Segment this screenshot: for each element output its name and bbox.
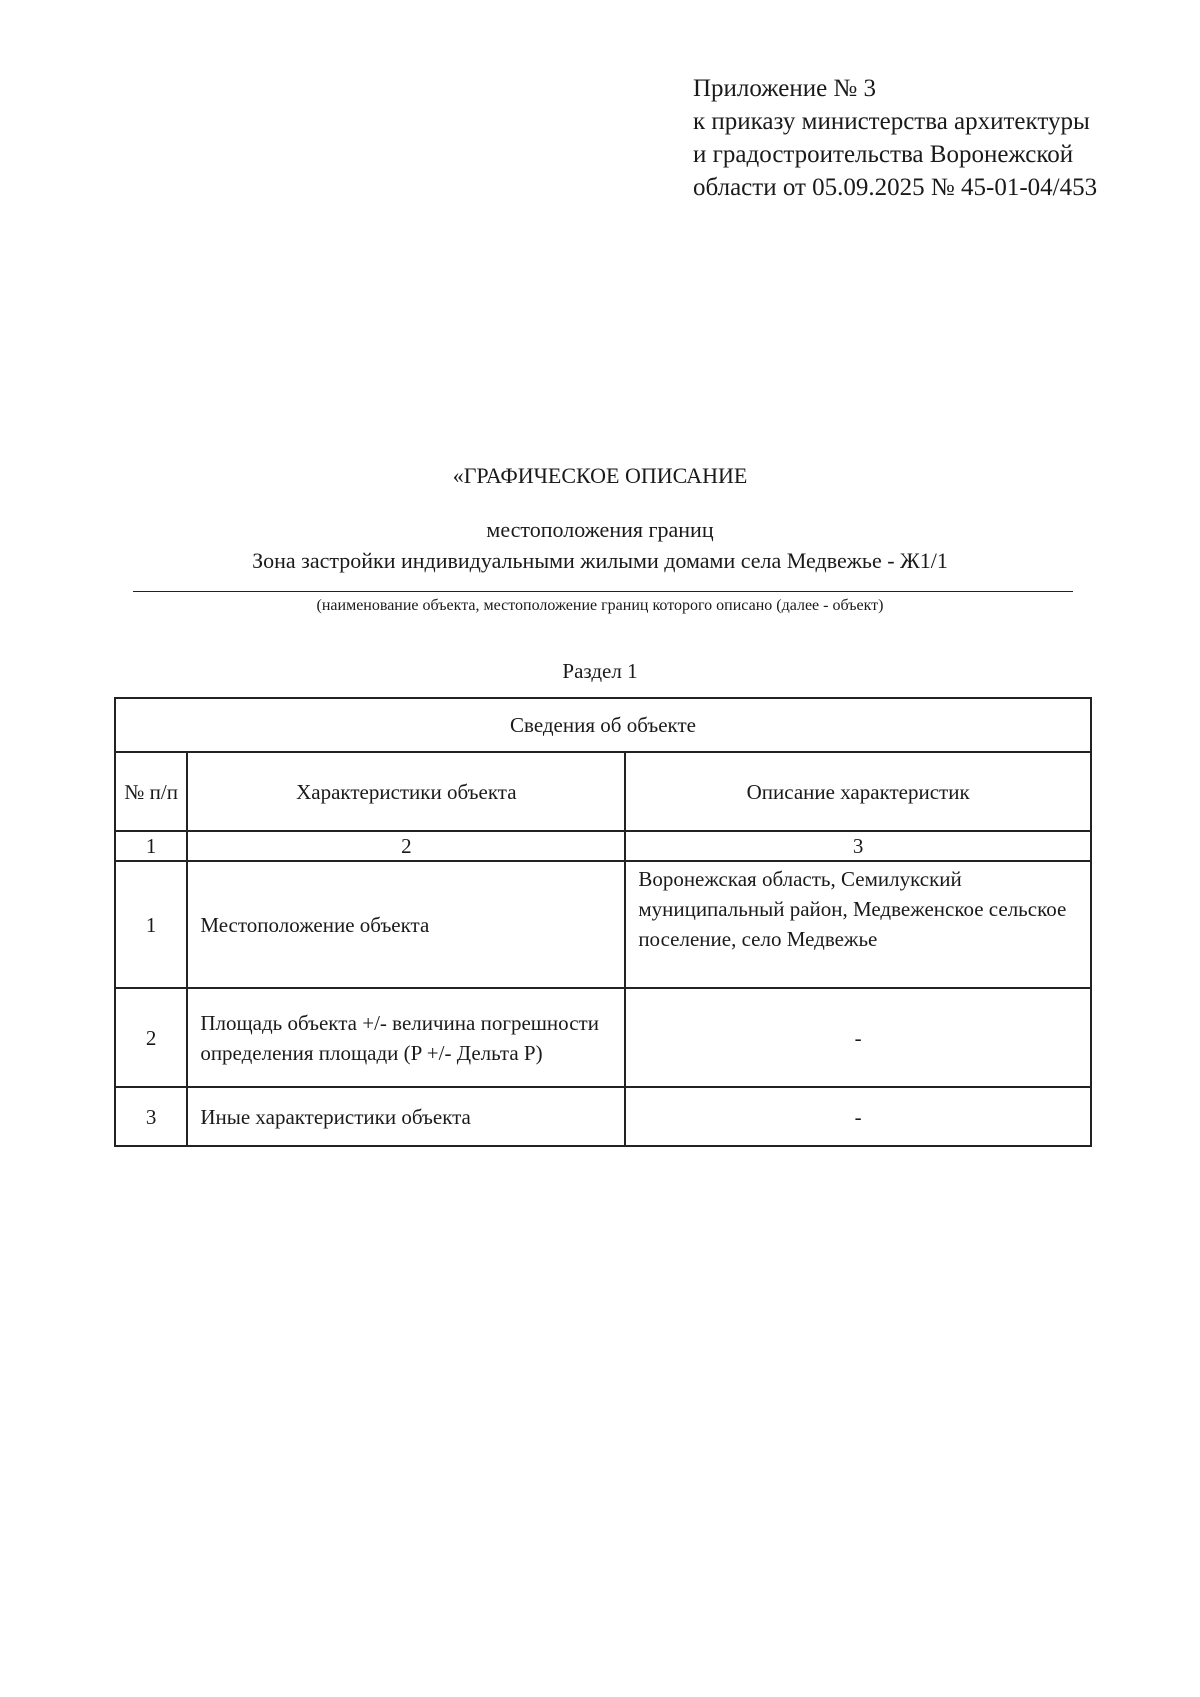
table-column-headers <box>115 752 1091 831</box>
table-row <box>115 988 1091 1087</box>
table-row <box>115 1087 1091 1146</box>
row-description: - <box>625 1087 1091 1146</box>
row-number: 2 <box>115 988 187 1087</box>
row-number: 3 <box>115 1087 187 1146</box>
column-index-3: 3 <box>625 831 1091 861</box>
appendix-line-3: и градостроительства Воронежской <box>693 141 1074 168</box>
section-label: Раздел 1 <box>562 659 638 683</box>
table-header-row <box>115 698 1091 752</box>
column-header-number: № п/п <box>115 752 187 831</box>
row-characteristic: Иные характеристики объекта <box>187 1087 625 1146</box>
appendix-line-2: к приказу министерства архитектуры <box>693 108 1090 135</box>
column-index-1: 1 <box>115 831 187 861</box>
object-name-caption: (наименование объекта, местоположение границ которого описано (далее - объект) <box>316 597 884 614</box>
row-number: 1 <box>115 861 187 988</box>
row-description: - <box>625 988 1091 1087</box>
appendix-line-1: Приложение № 3 <box>693 75 877 102</box>
table-index-row <box>115 831 1091 861</box>
object-info-table <box>114 697 1092 1147</box>
column-header-characteristic: Характеристики объекта <box>187 752 625 831</box>
row-description: Воронежская область, Семилукский муниципальный район, Медвеженское сельское поселение, село Медвежье <box>625 861 1091 988</box>
object-name-underline <box>133 591 1073 592</box>
table-row <box>115 861 1091 988</box>
document-title: «ГРАФИЧЕСКОЕ ОПИСАНИЕ <box>452 463 748 488</box>
column-header-description: Описание характеристик <box>625 752 1091 831</box>
row-characteristic: Местоположение объекта <box>187 861 625 988</box>
object-name: Зона застройки индивидуальными жилыми домами села Медвежье - Ж1/1 <box>252 548 948 573</box>
row-characteristic: Площадь объекта +/- величина погрешности определения площади (P +/- Дельта P) <box>187 988 625 1087</box>
document-subtitle: местоположения границ <box>486 517 714 542</box>
table-header: Сведения об объекте <box>115 698 1091 752</box>
appendix-line-4: области от 05.09.2025 № 45-01-04/453 <box>693 174 1098 201</box>
appendix-block <box>693 72 1173 204</box>
column-index-2: 2 <box>187 831 625 861</box>
